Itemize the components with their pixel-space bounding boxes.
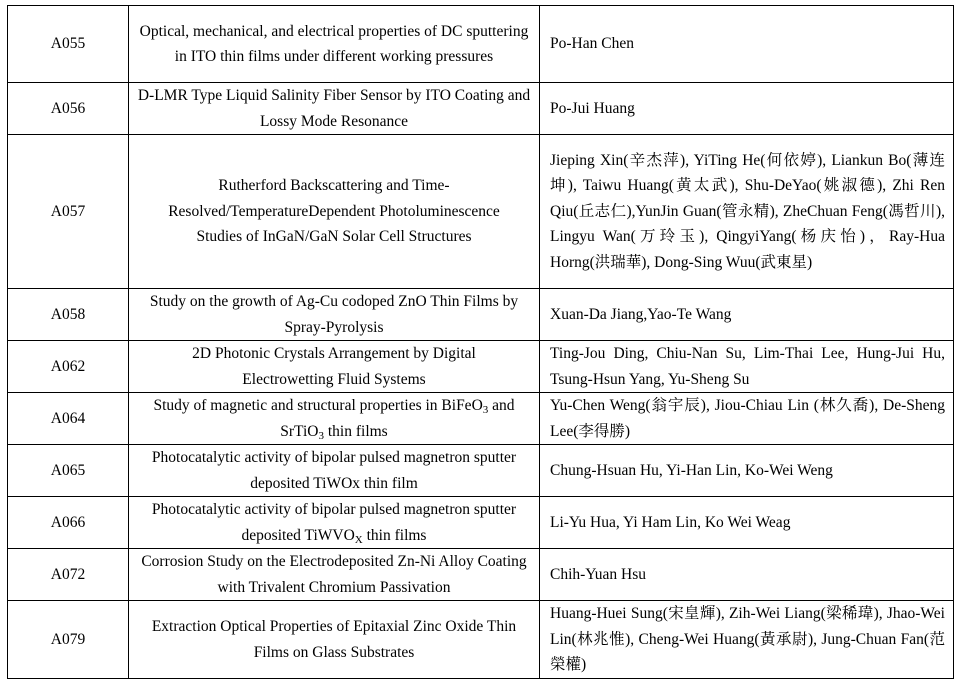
table-row (8, 497, 954, 549)
paper-title: 2D Photonic Crystals Arrangement by Digital Electrowetting Fluid Systems (129, 341, 540, 393)
table-row (8, 393, 954, 445)
paper-title: Corrosion Study on the Electrodeposited Zn-Ni Alloy Coating with Trivalent Chromium Passivation (129, 549, 540, 601)
subscript: 3 (482, 404, 489, 416)
paper-title-part: thin films (323, 422, 388, 440)
subscript: X (354, 533, 363, 546)
paper-id: A062 (8, 341, 129, 393)
paper-authors: Ting-Jou Ding, Chiu-Nan Su, Lim-Thai Lee, Hung-Jui Hu, Tsung-Hsun Yang, Yu-Sheng Su (540, 341, 954, 393)
paper-id: A055 (8, 6, 129, 83)
paper-authors: Jieping Xin(辛杰萍), YiTing He(何依婷), Liankun Bo(薄连坤), Taiwu Huang(黄太武), Shu-DeYao(姚淑德), Zhi Ren Qiu(丘志仁),YunJin Guan(管永精), ZheChuan Feng(馮哲川), Lingyu Wan(万玲玉), QingyiYang(杨庆怡)，Ray-Hua Horng(洪瑞華), Dong-Sing Wuu(武東星) (540, 135, 954, 289)
subscript: 3 (318, 429, 324, 442)
paper-authors: Chih-Yuan Hsu (540, 549, 954, 601)
paper-authors: Yu-Chen Weng(翁宇辰), Jiou-Chiau Lin (林久喬), De-Sheng Lee(李得勝) (540, 393, 954, 445)
paper-title: Photocatalytic activity of bipolar pulsed magnetron sputter deposited TiWOx thin film (129, 445, 540, 497)
paper-authors: Po-Jui Huang (540, 83, 954, 135)
paper-title: Study on the growth of Ag-Cu codoped ZnO Thin Films by Spray-Pyrolysis (129, 289, 540, 341)
table-row (8, 135, 954, 289)
paper-title (129, 393, 540, 445)
paper-authors: Po-Han Chen (540, 6, 954, 83)
paper-table-container (7, 5, 953, 679)
paper-title (129, 497, 540, 549)
paper-id: A058 (8, 289, 129, 341)
paper-title-part: Photocatalytic activity of bipolar pulsed magnetron sputter deposited TiWVO (151, 501, 517, 544)
table-row (8, 445, 954, 497)
paper-id: A079 (8, 601, 129, 679)
paper-id: A066 (8, 497, 129, 549)
table-row (8, 289, 954, 341)
paper-id: A056 (8, 83, 129, 135)
paper-title: Extraction Optical Properties of Epitaxial Zinc Oxide Thin Films on Glass Substrates (129, 601, 540, 679)
table-row (8, 549, 954, 601)
paper-title: Rutherford Backscattering and Time-Resolved/TemperatureDependent Photoluminescence Studies of InGaN/GaN Solar Cell Structures (129, 135, 540, 289)
paper-title-part: thin films (362, 526, 427, 544)
paper-id: A072 (8, 549, 129, 601)
paper-id: A065 (8, 445, 129, 497)
paper-title: Optical, mechanical, and electrical properties of DC sputtering in ITO thin films under different working pressures (129, 6, 540, 83)
paper-authors: Chung-Hsuan Hu, Yi-Han Lin, Ko-Wei Weng (540, 445, 954, 497)
paper-title: D-LMR Type Liquid Salinity Fiber Sensor by ITO Coating and Lossy Mode Resonance (129, 83, 540, 135)
table-row (8, 6, 954, 83)
paper-list-table (7, 5, 954, 679)
table-row (8, 601, 954, 679)
paper-authors: Huang-Huei Sung(宋皇輝), Zih-Wei Liang(梁稀瑋), Jhao-Wei Lin(林兆惟), Cheng-Wei Huang(黃承尉), Jung-Chuan Fan(范榮權) (540, 601, 954, 679)
paper-title-part: Study of magnetic and structural properties in BiFeO (153, 397, 483, 414)
paper-id: A064 (8, 393, 129, 445)
table-row (8, 83, 954, 135)
paper-authors: Xuan-Da Jiang,Yao-Te Wang (540, 289, 954, 341)
table-row (8, 341, 954, 393)
paper-id: A057 (8, 135, 129, 289)
paper-authors: Li-Yu Hua, Yi Ham Lin, Ko Wei Weag (540, 497, 954, 549)
paper-title-part: and SrTiO (280, 397, 515, 440)
